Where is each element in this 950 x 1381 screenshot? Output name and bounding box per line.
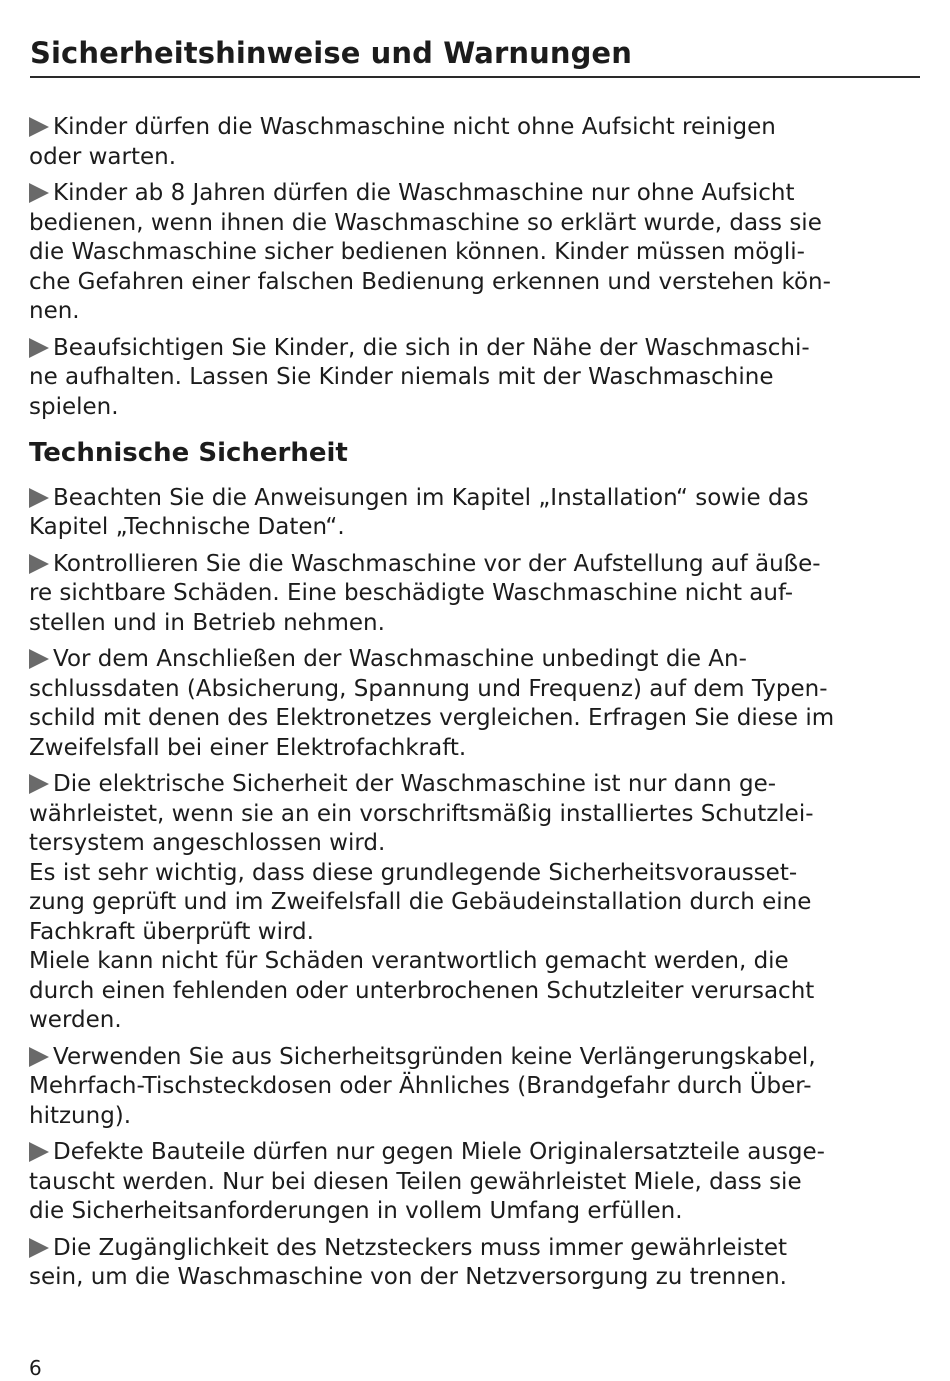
- triangle-right-icon: [29, 183, 49, 203]
- triangle-right-icon: [29, 338, 49, 358]
- triangle-right-icon: [29, 774, 49, 794]
- warning-item: [29, 1043, 921, 1132]
- warning-text: Beachten Sie die Anweisungen im Kapitel „Installation“ sowie das Kapitel „Technische Daten“.: [29, 484, 809, 540]
- page-header: [30, 36, 920, 78]
- warning-continuation: Es ist sehr wichtig, dass diese grundlegende Sicherheitsvorausset- zung geprüft und im Zweifelsfall die Gebäudeinstallation durch eine Fachkraft überprüft wird.: [29, 859, 812, 945]
- warning-continuation: Miele kann nicht für Schäden verantwortlich gemacht werden, die durch einen fehlenden oder unterbrochenen Schutzleiter verursacht werden.: [29, 948, 815, 1033]
- warning-item: [29, 770, 921, 859]
- warning-text: Kinder dürfen die Waschmaschine nicht ohne Aufsicht reinigen oder warten.: [29, 114, 776, 170]
- warning-item: [29, 1234, 921, 1293]
- warning-item: [29, 645, 921, 763]
- triangle-right-icon: [29, 554, 49, 574]
- page-number: 6: [29, 1356, 42, 1380]
- warning-item: [29, 113, 921, 172]
- warning-text: Die Zugänglichkeit des Netzsteckers muss immer gewährleistet sein, um die Waschmaschine von der Netzversorgung zu trennen.: [29, 1234, 787, 1290]
- warning-item: [29, 179, 921, 327]
- warning-text: Beaufsichtigen Sie Kinder, die sich in der Nähe der Waschmaschi- ne aufhalten. Lassen Sie Kinder niemals mit der Waschmaschine spielen.: [29, 334, 810, 420]
- section-heading: Technische Sicherheit: [29, 438, 348, 468]
- warning-item: [29, 1138, 921, 1227]
- warning-text: Verwenden Sie aus Sicherheitsgründen keine Verlängerungskabel, Mehrfach-Tischsteckdosen oder Ähnliches (Brandgefahr durch Über- hitzung).: [29, 1043, 816, 1129]
- warning-text: Defekte Bauteile dürfen nur gegen Miele Originalersatzteile ausge- tauscht werden. Nur bei diesen Teilen gewährleistet Miele, dass sie die Sicherheitsanforderungen in vollem Umfang erfüllen.: [29, 1139, 825, 1224]
- warning-text: Kontrollieren Sie die Waschmaschine vor der Aufstellung auf äuße- re sichtbare Schäden. Eine beschädigte Waschmaschine nicht auf- stellen und in Betrieb nehmen.: [29, 550, 821, 636]
- warning-item: [29, 484, 921, 543]
- warning-item: [29, 334, 921, 423]
- triangle-right-icon: [29, 649, 49, 669]
- warning-text: Vor dem Anschließen der Waschmaschine unbedingt die An- schlussdaten (Absicherung, Spannung und Frequenz) auf dem Typen- schild mit denen des Elektronetzes vergleichen. Erfragen Sie diese im Zweifelsfall bei einer Elektrofachkraft.: [29, 646, 835, 761]
- triangle-right-icon: [29, 1142, 49, 1162]
- document-body: [29, 113, 921, 1300]
- triangle-right-icon: [29, 117, 49, 137]
- triangle-right-icon: [29, 1238, 49, 1258]
- page-title: Sicherheitshinweise und Warnungen: [30, 36, 632, 70]
- warning-text: Kinder ab 8 Jahren dürfen die Waschmaschine nur ohne Aufsicht bedienen, wenn ihnen die Waschmaschine so erklärt wurde, dass sie die Waschmaschine sicher bedienen können. Kinder müssen mögli- che Gefahren einer falschen Bedienung erkennen und verstehen kön- nen.: [29, 180, 831, 324]
- warning-text: Die elektrische Sicherheit der Waschmaschine ist nur dann ge- währleistet, wenn sie an ein vorschriftsmäßig installiertes Schutzlei- tersystem angeschlossen wird.: [29, 771, 814, 856]
- triangle-right-icon: [29, 1047, 49, 1067]
- triangle-right-icon: [29, 488, 49, 508]
- warning-item: [29, 550, 921, 639]
